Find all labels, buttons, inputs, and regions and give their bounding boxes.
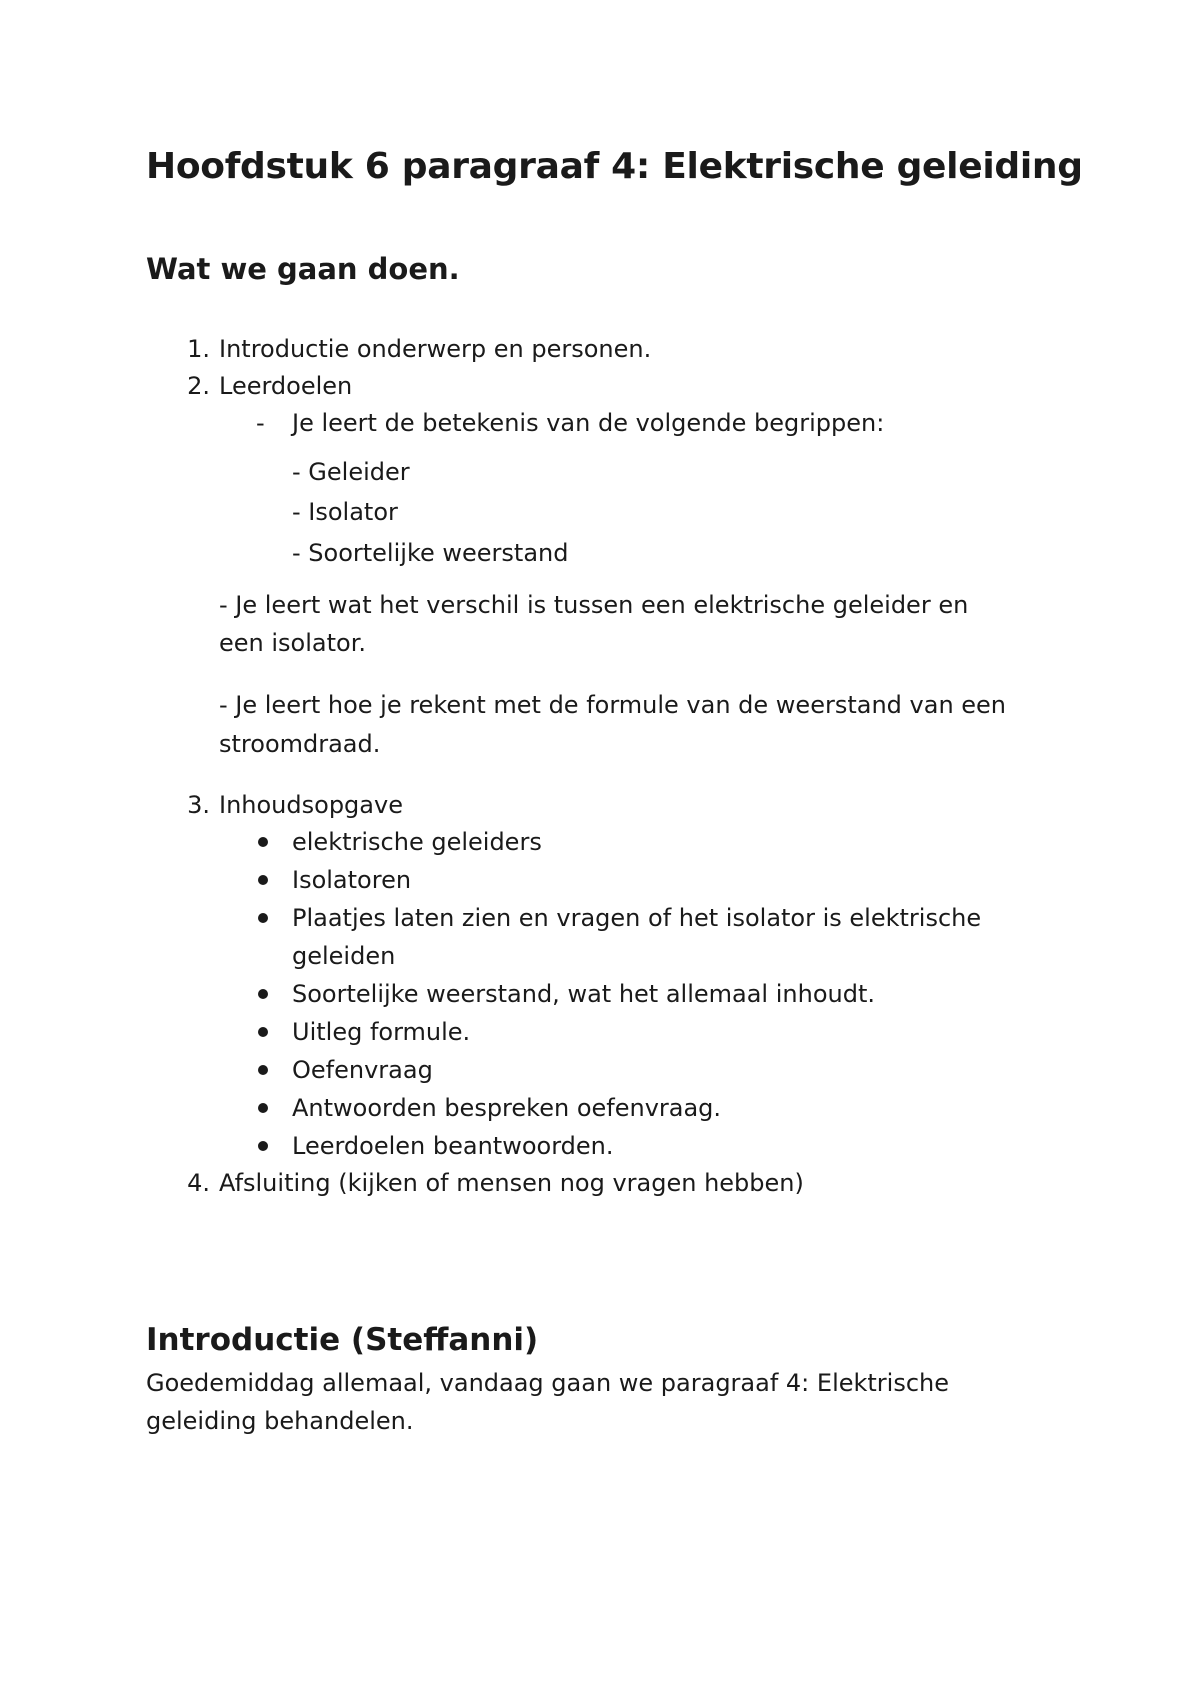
bullet-item: Leerdoelen beantwoorden. <box>292 1132 614 1160</box>
leerdoel-text: stroomdraad. <box>219 730 381 758</box>
bullet-item: Oefenvraag <box>292 1056 433 1084</box>
bullet-icon <box>258 1065 268 1075</box>
bullet-item: Plaatjes laten zien en vragen of het isolator is elektrische <box>292 904 982 932</box>
bullet-icon <box>258 913 268 923</box>
intro-paragraph-line: Goedemiddag allemaal, vandaag gaan we paragraaf 4: Elektrische <box>146 1369 950 1397</box>
bullet-icon <box>258 1103 268 1113</box>
list-number: 3. <box>187 791 210 819</box>
bullet-item: Uitleg formule. <box>292 1018 471 1046</box>
bullet-item-continuation: geleiden <box>292 942 396 970</box>
intro-paragraph-line: geleiding behandelen. <box>146 1407 414 1435</box>
bullet-item: Isolatoren <box>292 866 412 894</box>
bullet-icon <box>258 875 268 885</box>
bullet-item: Antwoorden bespreken oefenvraag. <box>292 1094 722 1122</box>
document-title: Hoofdstuk 6 paragraaf 4: Elektrische geleiding <box>146 146 1083 187</box>
section-heading-introductie: Introductie (Steffanni) <box>146 1322 539 1358</box>
term-item: - Isolator <box>292 498 398 526</box>
term-item: - Soortelijke weerstand <box>292 539 569 567</box>
list-number: 4. <box>187 1169 210 1197</box>
list-item-leerdoelen: Leerdoelen <box>219 372 353 400</box>
bullet-item: Soortelijke weerstand, wat het allemaal inhoudt. <box>292 980 875 1008</box>
leerdoel-text: Je leert de betekenis van de volgende begrippen: <box>292 409 885 437</box>
bullet-icon <box>258 989 268 999</box>
list-item-inhoud: Inhoudsopgave <box>219 791 403 819</box>
term-item: - Geleider <box>292 458 410 486</box>
leerdoel-text: - Je leert wat het verschil is tussen een elektrische geleider en <box>219 591 969 619</box>
bullet-icon <box>258 837 268 847</box>
list-item-intro: Introductie onderwerp en personen. <box>219 335 652 363</box>
list-number: 1. <box>187 335 210 363</box>
leerdoel-text: een isolator. <box>219 629 366 657</box>
list-item-afsluiting: Afsluiting (kijken of mensen nog vragen hebben) <box>219 1169 804 1197</box>
section-heading-plan: Wat we gaan doen. <box>146 252 460 286</box>
bullet-icon <box>258 1141 268 1151</box>
leerdoel-text: - Je leert hoe je rekent met de formule van de weerstand van een <box>219 691 1007 719</box>
bullet-icon <box>258 1027 268 1037</box>
bullet-item: elektrische geleiders <box>292 828 542 856</box>
list-number: 2. <box>187 372 210 400</box>
dash-marker: - <box>256 409 265 437</box>
